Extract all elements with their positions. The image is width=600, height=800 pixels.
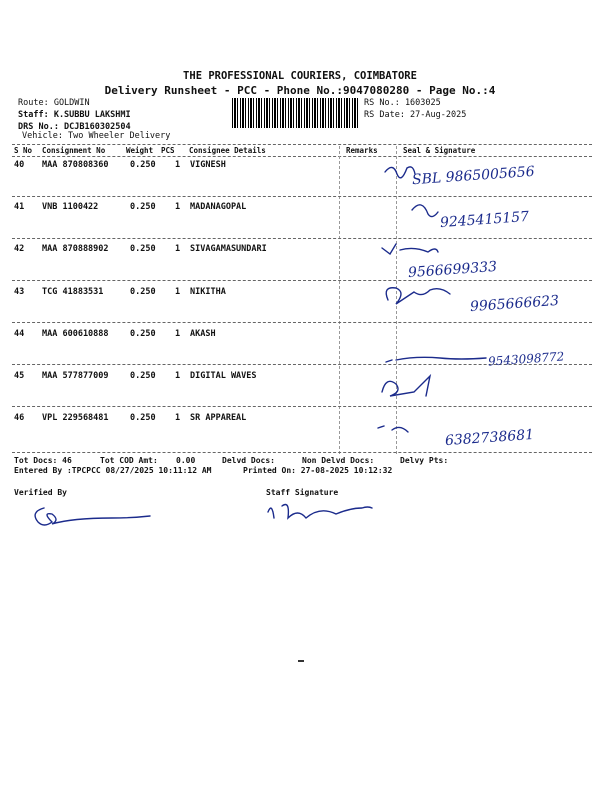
row-sno: 43 [14, 287, 25, 297]
staff-signature-scribble [268, 505, 372, 519]
row-consignment: MAA 600610888 [42, 329, 109, 339]
signature-scribble [382, 244, 438, 254]
scan-speck [298, 660, 304, 662]
row-consignment: MAA 870808360 [42, 160, 109, 170]
row-weight: 0.250 [130, 329, 156, 339]
signature: 9245415157 [439, 208, 530, 232]
signature: SBL 9865005656 [411, 163, 536, 189]
row-weight: 0.250 [130, 160, 156, 170]
route: Route: GOLDWIN [18, 98, 90, 108]
drs-number: DRS No.: DCJB160302504 [18, 122, 131, 132]
row-consignment: VPL 229568481 [42, 413, 109, 423]
entered-by: Entered By :TPCPCC 08/27/2025 10:11:12 AM [14, 466, 212, 475]
row-sno: 42 [14, 244, 25, 254]
signature-scribble [385, 167, 415, 178]
non-delivered-docs: Non Delvd Docs: [302, 456, 375, 465]
signature-scribble [412, 205, 438, 217]
col-seal-signature: Seal & Signature [403, 146, 476, 155]
col-consignee: Consignee Details [189, 146, 266, 155]
row-pcs: 1 [175, 413, 181, 423]
row-consignee: AKASH [190, 329, 216, 339]
delivered-docs: Delvd Docs: [222, 456, 275, 465]
signature: 6382738681 [444, 426, 535, 450]
verified-by-label: Verified By [14, 488, 67, 497]
row-weight: 0.250 [130, 287, 156, 297]
signature: 9566699333 [407, 258, 498, 282]
rs-date: RS Date: 27-Aug-2025 [364, 110, 467, 120]
col-pcs: PCS [161, 146, 175, 155]
signature: 9543098772 [487, 349, 565, 369]
row-consignment: VNB 1100422 [42, 202, 99, 212]
staff: Staff: K.SUBBU LAKSHMI [18, 110, 131, 120]
row-consignee: SR APPAREAL [190, 413, 247, 423]
verified-signature [35, 508, 150, 525]
row-pcs: 1 [175, 371, 181, 381]
row-pcs: 1 [175, 244, 181, 254]
row-weight: 0.250 [130, 202, 156, 212]
row-sno: 46 [14, 413, 25, 423]
rs-number: RS No.: 1603025 [364, 98, 441, 108]
signature: 9965666623 [469, 292, 560, 316]
total-docs: Tot Docs: 46 [14, 456, 72, 465]
row-consignee: DIGITAL WAVES [190, 371, 257, 381]
col-remarks: Remarks [346, 146, 378, 155]
vehicle: Vehicle: Two Wheeler Delivery [22, 131, 171, 141]
row-pcs: 1 [175, 329, 181, 339]
row-weight: 0.250 [130, 413, 156, 423]
signature-scribble [386, 357, 486, 362]
row-consignee: NIKITHA [190, 287, 226, 297]
row-consignment: TCG 41883531 [42, 287, 104, 297]
staff-signature-label: Staff Signature [266, 488, 339, 497]
row-sno: 41 [14, 202, 25, 212]
row-consignment: MAA 577877009 [42, 371, 109, 381]
row-sno: 40 [14, 160, 25, 170]
col-weight: Weight [126, 146, 154, 155]
row-sno: 44 [14, 329, 25, 339]
signature-scribble [386, 288, 450, 304]
col-sno: S No [14, 146, 33, 155]
row-pcs: 1 [175, 202, 181, 212]
company-name: THE PROFESSIONAL COURIERS, COIMBATORE [183, 70, 417, 82]
total-cod-value: 0.00 [176, 456, 196, 465]
row-consignee: VIGNESH [190, 160, 226, 170]
row-consignment: MAA 870888902 [42, 244, 109, 254]
col-consignment: Consignment No [42, 146, 106, 155]
printed-on: Printed On: 27-08-2025 10:12:32 [243, 466, 393, 475]
row-pcs: 1 [175, 287, 181, 297]
row-sno: 45 [14, 371, 25, 381]
row-weight: 0.250 [130, 244, 156, 254]
runsheet-title: Delivery Runsheet - PCC - Phone No.:9047080280 - Page No.:4 [104, 84, 496, 97]
row-weight: 0.250 [130, 371, 156, 381]
total-cod-label: Tot COD Amt: [100, 456, 158, 465]
signature-scribble [382, 376, 430, 396]
signature-scribble [378, 426, 408, 432]
row-pcs: 1 [175, 160, 181, 170]
delivery-points: Delvy Pts: [400, 456, 449, 465]
row-consignee: MADANAGOPAL [190, 202, 247, 212]
row-consignee: SIVAGAMASUNDARI [190, 244, 267, 254]
